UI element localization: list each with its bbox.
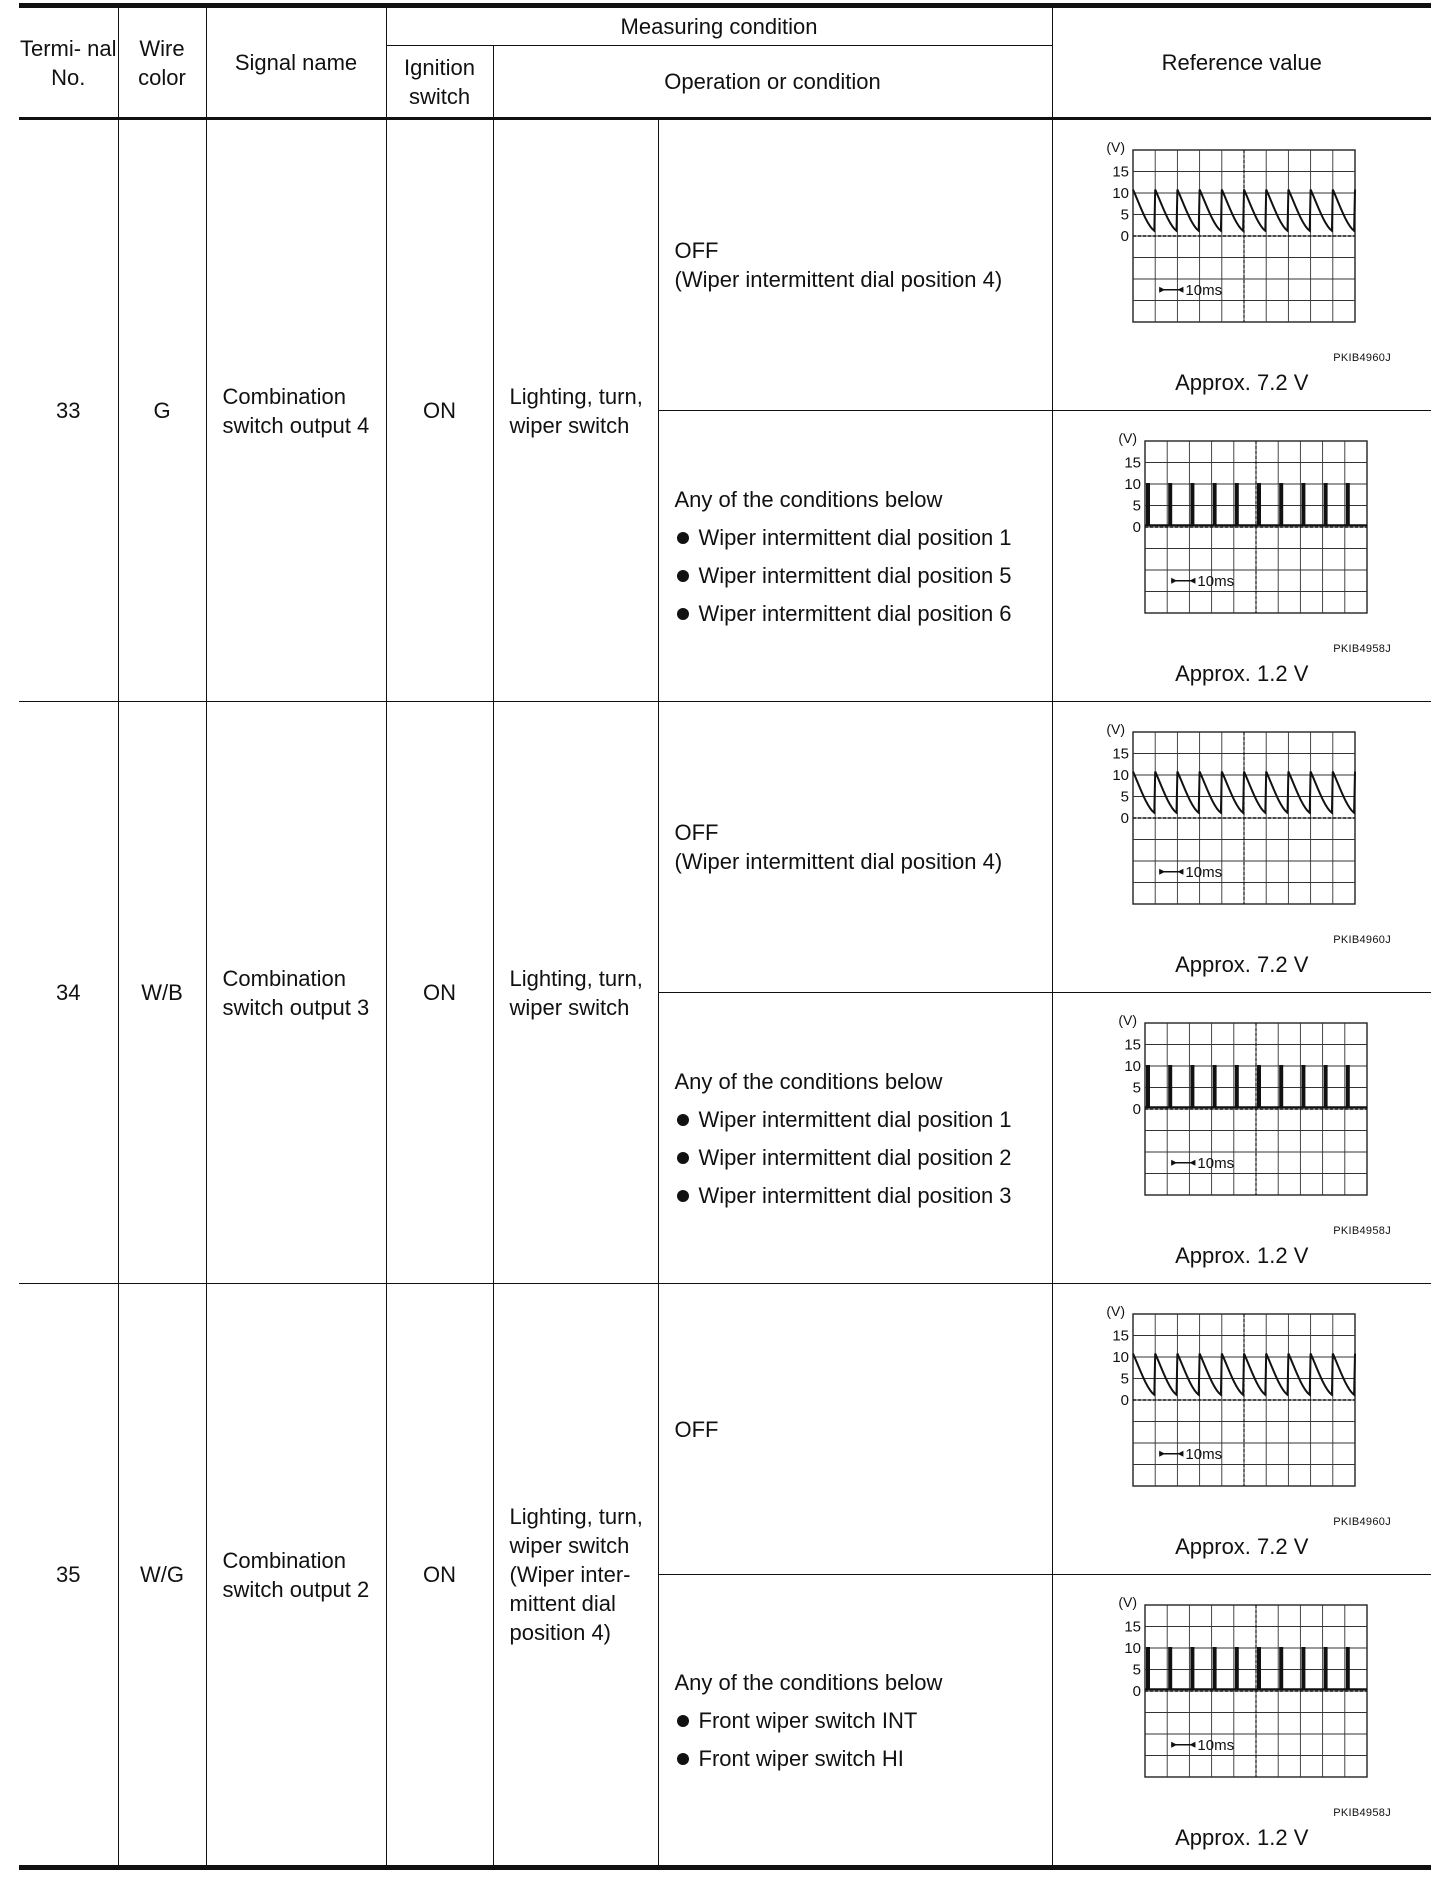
- wire-color-cell: W/G: [118, 1284, 206, 1868]
- list-item: Wiper intermittent dial position 1: [675, 523, 1052, 552]
- list-item: Wiper intermittent dial position 1: [675, 1105, 1052, 1134]
- reference-value-text: Approx. 7.2 V: [1175, 370, 1309, 395]
- header-signal-name: Signal name: [206, 6, 386, 119]
- signal-name-cell: Combination switch output 2: [206, 1284, 386, 1868]
- y-axis-unit-label: (V): [1105, 721, 1125, 737]
- sawtooth-waveform-figure: [1099, 720, 1369, 910]
- reference-value-cell: [1052, 1575, 1431, 1868]
- y-tick-0: 0: [1132, 1101, 1141, 1118]
- y-tick-0: 0: [1120, 228, 1129, 245]
- time-scale-label: 10ms: [1196, 1154, 1234, 1172]
- y-tick-0: 0: [1132, 1683, 1141, 1700]
- list-item: Wiper intermittent dial position 5: [675, 561, 1052, 590]
- terminal-no-cell: 33: [19, 119, 118, 702]
- pulse-waveform-figure: [1099, 1593, 1369, 1783]
- reference-value-text: Approx. 7.2 V: [1175, 952, 1309, 977]
- time-scale-label: 10ms: [1196, 1736, 1234, 1754]
- time-scale-label: 10ms: [1196, 572, 1234, 590]
- y-tick-10: 10: [1123, 1640, 1141, 1657]
- y-tick-0: 0: [1132, 519, 1141, 536]
- condition-title: Any of the conditions below: [674, 1669, 943, 1695]
- y-tick-0: 0: [1120, 1392, 1129, 1409]
- header-ignition-switch: Ignition switch: [386, 46, 493, 119]
- figure-code: PKIB4960J: [1333, 352, 1391, 364]
- y-axis-unit-label: (V): [1117, 1594, 1137, 1610]
- sawtooth-waveform-figure: [1099, 1302, 1369, 1492]
- time-scale-label: 10ms: [1184, 863, 1222, 881]
- figure-code: PKIB4958J: [1333, 1225, 1391, 1237]
- table-row: [19, 119, 1431, 411]
- wire-color-cell: W/B: [118, 702, 206, 1284]
- y-tick-5: 5: [1132, 497, 1141, 515]
- header-reference-value: Reference value: [1052, 6, 1431, 119]
- y-axis-unit-label: (V): [1117, 430, 1137, 446]
- reference-value-cell: [1052, 119, 1431, 411]
- y-tick-5: 5: [1120, 206, 1129, 224]
- signal-name-cell: Combination switch output 3: [206, 702, 386, 1284]
- y-tick-10: 10: [1111, 1349, 1129, 1366]
- header-terminal-no: Termi- nal No.: [19, 6, 118, 119]
- reference-value-text: Approx. 1.2 V: [1175, 1825, 1309, 1850]
- reference-value-cell: [1052, 1284, 1431, 1575]
- signal-name-cell: Combination switch output 4: [206, 119, 386, 702]
- waveform-trace: [1133, 190, 1355, 231]
- reference-value-text: Approx. 7.2 V: [1175, 1534, 1309, 1559]
- y-tick-0: 0: [1120, 810, 1129, 827]
- reference-value-cell: [1052, 702, 1431, 993]
- condition-list: [675, 523, 1052, 628]
- y-tick-10: 10: [1111, 185, 1129, 202]
- reference-value-text: Approx. 1.2 V: [1175, 661, 1309, 686]
- time-scale-label: 10ms: [1184, 1445, 1222, 1463]
- reference-value-cell: [1052, 993, 1431, 1284]
- time-scale-label: 10ms: [1184, 281, 1222, 299]
- terminal-reference-table: [19, 3, 1431, 1870]
- operation-condition-cell: [658, 411, 1052, 702]
- condition-list: [675, 1105, 1052, 1210]
- terminal-spec-page: [19, 3, 1431, 1870]
- terminal-no-cell: 35: [19, 1284, 118, 1868]
- condition-detail: (Wiper intermittent dial position 4): [674, 267, 1003, 292]
- condition-title: OFF: [674, 1416, 719, 1442]
- table-row: [19, 702, 1431, 993]
- y-axis-unit-label: (V): [1105, 1303, 1125, 1319]
- y-axis-unit-label: (V): [1105, 139, 1125, 155]
- pulse-waveform-figure: [1099, 1011, 1369, 1201]
- list-item: Wiper intermittent dial position 3: [675, 1181, 1052, 1210]
- condition-title: Any of the conditions below: [674, 1068, 943, 1094]
- figure-code: PKIB4958J: [1333, 1807, 1391, 1819]
- y-tick-10: 10: [1123, 1058, 1141, 1075]
- figure-code: PKIB4960J: [1333, 1516, 1391, 1528]
- y-tick-15: 15: [1111, 1327, 1129, 1345]
- y-tick-15: 15: [1123, 1618, 1141, 1636]
- operation-condition-cell: [658, 119, 1052, 411]
- condition-title: Any of the conditions below: [674, 486, 943, 512]
- figure-code: PKIB4960J: [1333, 934, 1391, 946]
- y-tick-5: 5: [1132, 1661, 1141, 1679]
- y-tick-15: 15: [1111, 745, 1129, 763]
- condition-detail: (Wiper intermittent dial position 4): [674, 849, 1003, 874]
- table-body: [19, 119, 1431, 1868]
- header-measuring-condition: Measuring condition: [386, 6, 1052, 46]
- condition-list: [675, 1706, 1052, 1773]
- y-axis-unit-label: (V): [1117, 1012, 1137, 1028]
- reference-value-cell: [1052, 411, 1431, 702]
- ignition-switch-cell: ON: [386, 702, 493, 1284]
- figure-code: PKIB4958J: [1333, 643, 1391, 655]
- reference-value-text: Approx. 1.2 V: [1175, 1243, 1309, 1268]
- y-tick-15: 15: [1123, 454, 1141, 472]
- condition-title: OFF: [674, 820, 719, 845]
- y-tick-15: 15: [1123, 1036, 1141, 1054]
- sawtooth-waveform-figure: [1099, 138, 1369, 328]
- operation-condition-cell: [658, 993, 1052, 1284]
- waveform-trace: [1133, 1354, 1355, 1395]
- operation-condition-cell: [658, 1284, 1052, 1575]
- y-tick-10: 10: [1123, 476, 1141, 493]
- header-operation-or-condition: Operation or condition: [493, 46, 1052, 119]
- terminal-no-cell: 34: [19, 702, 118, 1284]
- switch-cell: Lighting, turn, wiper switch: [493, 119, 658, 702]
- switch-cell: Lighting, turn, wiper switch: [493, 702, 658, 1284]
- table-row: [19, 1284, 1431, 1575]
- header-wire-color: Wire color: [118, 6, 206, 119]
- waveform-trace: [1133, 772, 1355, 813]
- wire-color-cell: G: [118, 119, 206, 702]
- list-item: Wiper intermittent dial position 2: [675, 1143, 1052, 1172]
- y-tick-5: 5: [1120, 788, 1129, 806]
- condition-title: OFF: [674, 238, 719, 263]
- list-item: Wiper intermittent dial position 6: [675, 599, 1052, 628]
- list-item: Front wiper switch HI: [675, 1744, 1052, 1773]
- pulse-waveform-figure: [1099, 429, 1369, 619]
- ignition-switch-cell: ON: [386, 1284, 493, 1868]
- y-tick-5: 5: [1132, 1079, 1141, 1097]
- y-tick-5: 5: [1120, 1370, 1129, 1388]
- y-tick-10: 10: [1111, 767, 1129, 784]
- switch-cell: Lighting, turn, wiper switch (Wiper inter- mittent dial position 4): [493, 1284, 658, 1868]
- ignition-switch-cell: ON: [386, 119, 493, 702]
- y-tick-15: 15: [1111, 163, 1129, 181]
- list-item: Front wiper switch INT: [675, 1706, 1052, 1735]
- operation-condition-cell: [658, 702, 1052, 993]
- operation-condition-cell: [658, 1575, 1052, 1868]
